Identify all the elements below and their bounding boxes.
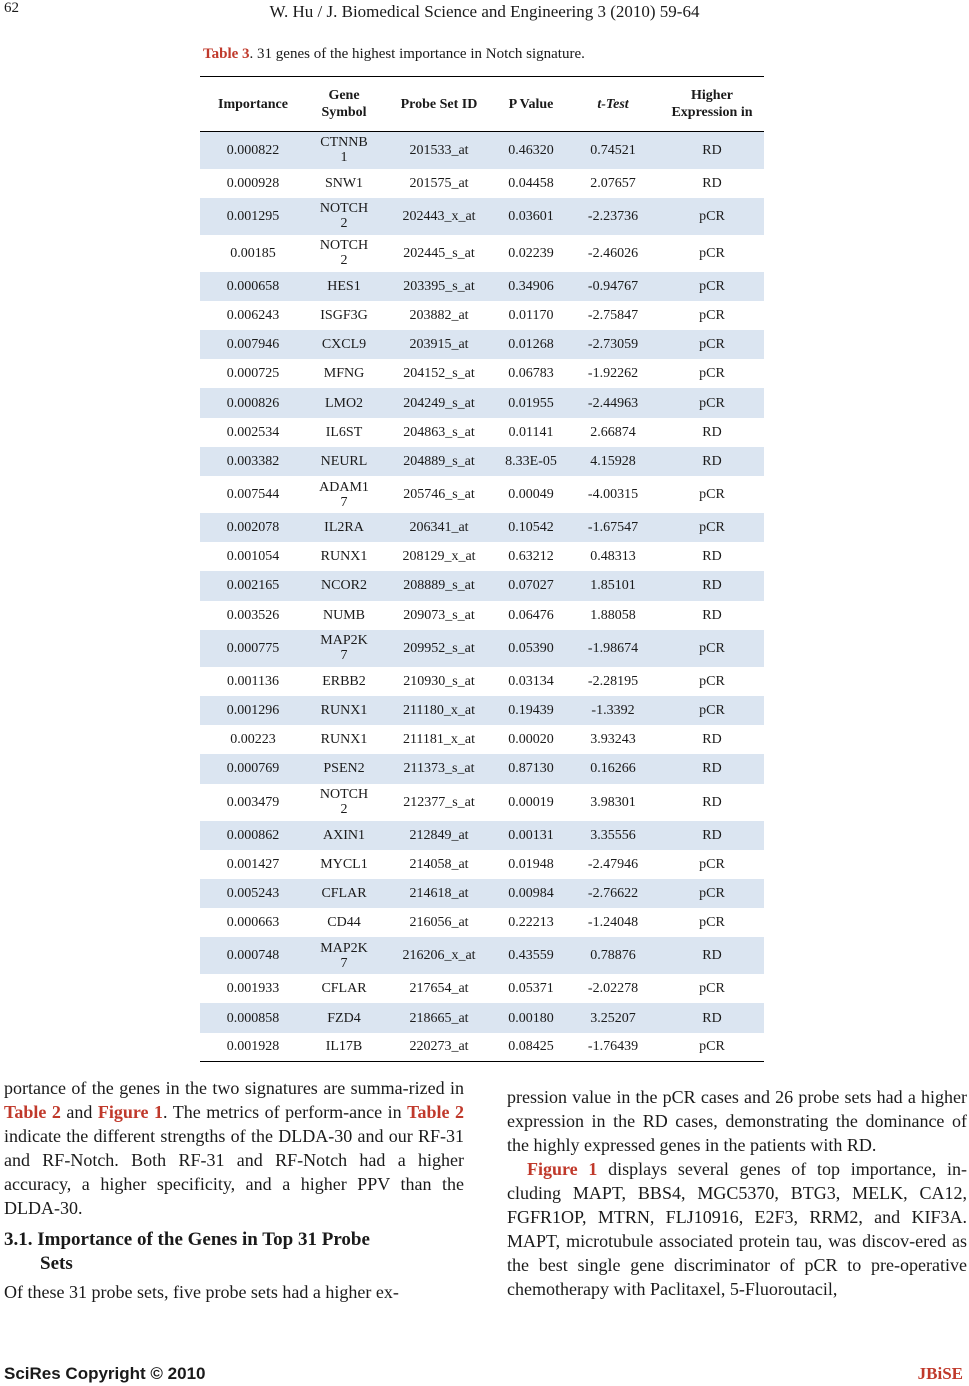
cell-gene-symbol: CFLAR — [321, 981, 367, 997]
header-gene-symbol: Gene Symbol — [306, 77, 382, 132]
cell-importance: 0.003479 — [226, 794, 280, 810]
cell-probe-set-id: 212849_at — [382, 821, 496, 850]
footer-journal: JBiSE — [917, 1364, 963, 1383]
cell-higher-expression: pCR — [699, 245, 725, 261]
table-header-row — [200, 77, 764, 132]
cell-higher-expression: RD — [660, 571, 764, 600]
cell-t-test: -2.47946 — [587, 856, 639, 872]
table-row — [200, 696, 764, 725]
cell-p-value: 0.01141 — [508, 424, 554, 440]
cell-p-value: 0.03134 — [508, 673, 554, 689]
table-row — [200, 418, 764, 447]
cell-probe-set-id: 210930_s_at — [403, 673, 475, 689]
cell-gene-symbol: NOTCH 2 — [319, 238, 369, 269]
table-row — [200, 974, 764, 1003]
table-row — [200, 1003, 764, 1032]
cell-p-value: 0.22213 — [508, 915, 554, 931]
cell-p-value: 0.34906 — [496, 272, 566, 301]
cell-higher-expression: RD — [660, 132, 764, 169]
cell-importance: 0.000658 — [200, 272, 306, 301]
cell-importance: 0.003382 — [200, 447, 306, 476]
cell-importance: 0.001427 — [226, 856, 280, 872]
table-row — [200, 725, 764, 754]
cell-p-value: 0.10542 — [496, 513, 566, 542]
table-row — [200, 850, 764, 879]
cell-probe-set-id: 204889_s_at — [382, 447, 496, 476]
cell-t-test: 4.15928 — [566, 447, 660, 476]
cell-p-value: 0.02239 — [508, 245, 554, 261]
text-run: indicate the different strengths of the DLDA-30 and our RF-31 and RF-Notch. Both RF-31 and RF-Notch had a higher accuracy, a higher specificity, and a higher PPV than the DLDA-30. — [4, 1126, 464, 1218]
cell-importance: 0.00185 — [230, 245, 276, 261]
cell-t-test: 0.16266 — [566, 754, 660, 783]
cell-p-value: 0.63212 — [508, 549, 554, 565]
cell-p-value: 0.04458 — [508, 175, 554, 191]
cell-p-value: 0.05390 — [496, 630, 566, 667]
cell-gene-symbol: IL6ST — [325, 424, 363, 440]
cell-higher-expression: pCR — [699, 673, 725, 689]
cell-t-test: -1.67547 — [566, 513, 660, 542]
table-row — [200, 601, 764, 630]
cell-importance: 0.00223 — [230, 732, 276, 748]
cell-higher-expression: RD — [660, 754, 764, 783]
cell-higher-expression: pCR — [699, 487, 725, 502]
cell-t-test: -2.46026 — [587, 245, 639, 261]
cell-gene-symbol: RUNX1 — [306, 696, 382, 725]
cell-p-value: 0.03601 — [496, 198, 566, 235]
cell-importance: 0.005243 — [200, 879, 306, 908]
cell-p-value: 0.06476 — [508, 607, 554, 623]
cell-p-value: 0.00020 — [508, 732, 554, 748]
table-row — [200, 330, 764, 359]
cell-higher-expression: RD — [702, 732, 722, 748]
cell-t-test: 0.48313 — [590, 549, 636, 565]
cell-p-value: 0.00019 — [508, 794, 554, 810]
cell-higher-expression: pCR — [699, 915, 725, 931]
cell-importance: 0.000858 — [200, 1003, 306, 1032]
cell-gene-symbol: CTNNB 1 — [306, 132, 382, 169]
cell-p-value: 0.00131 — [496, 821, 566, 850]
cell-importance: 0.002078 — [200, 513, 306, 542]
cell-gene-symbol: NEURL — [306, 447, 382, 476]
cell-higher-expression: RD — [702, 607, 722, 623]
cell-probe-set-id: 216206_x_at — [382, 937, 496, 974]
figure-1-link[interactable]: Figure 1 — [97, 1102, 164, 1122]
table-row — [200, 198, 764, 235]
header-p-value: P Value — [496, 77, 566, 132]
cell-t-test: -0.94767 — [566, 272, 660, 301]
table-row — [200, 301, 764, 330]
cell-higher-expression: pCR — [660, 272, 764, 301]
cell-importance: 0.001928 — [200, 1033, 306, 1062]
gene-importance-table — [200, 76, 764, 1062]
cell-higher-expression: pCR — [660, 696, 764, 725]
cell-p-value: 8.33E-05 — [496, 447, 566, 476]
cell-probe-set-id: 204152_s_at — [403, 366, 475, 382]
cell-gene-symbol: SNW1 — [324, 175, 364, 191]
cell-probe-set-id: 206341_at — [382, 513, 496, 542]
cell-gene-symbol: MAP2K 7 — [306, 937, 382, 974]
cell-probe-set-id: 203915_at — [382, 330, 496, 359]
cell-higher-expression: pCR — [699, 307, 725, 323]
cell-importance: 0.006243 — [226, 307, 280, 323]
cell-probe-set-id: 203882_at — [409, 307, 469, 323]
cell-probe-set-id: 201533_at — [382, 132, 496, 169]
header-t-test: t-Test — [566, 77, 660, 132]
cell-higher-expression: pCR — [699, 856, 725, 872]
cell-gene-symbol: PSEN2 — [306, 754, 382, 783]
cell-importance: 0.000663 — [226, 915, 280, 931]
text-run: displays several genes of top importance, in-cluding MAPT, BBS4, MGC5370, BTG3, MELK, CA12, FGFR1OP, MTRN, FLJ10916, E2F3, RRM2, and KIF3A. MAPT, microtubule associated protein tau, was discov-ered as the best single gene discriminator of pCR to pre-operative chemotherapy with Paclitaxel, 5-Fluoroutacil, — [507, 1159, 967, 1299]
table-caption-text: . 31 genes of the highest importance in Notch signature. — [249, 46, 585, 62]
cell-t-test: -1.24048 — [587, 915, 639, 931]
table-row — [200, 937, 764, 974]
cell-importance: 0.000725 — [226, 366, 280, 382]
cell-higher-expression: pCR — [699, 366, 725, 382]
cell-t-test: -1.3392 — [566, 696, 660, 725]
left-text-column — [4, 1076, 464, 1304]
cell-t-test: -1.98674 — [566, 630, 660, 667]
cell-probe-set-id: 212377_s_at — [403, 794, 475, 810]
cell-importance: 0.002534 — [226, 424, 280, 440]
cell-gene-symbol: MAP2K 7 — [306, 630, 382, 667]
cell-p-value: 0.46320 — [496, 132, 566, 169]
cell-p-value: 0.00049 — [508, 487, 554, 502]
running-head: W. Hu / J. Biomedical Science and Engineering 3 (2010) 59-64 — [269, 2, 700, 21]
cell-probe-set-id: 209952_s_at — [382, 630, 496, 667]
cell-importance: 0.001054 — [226, 549, 280, 565]
table-row — [200, 447, 764, 476]
cell-t-test: -1.76439 — [566, 1033, 660, 1062]
cell-probe-set-id: 211181_x_at — [402, 732, 476, 748]
cell-probe-set-id: 208889_s_at — [382, 571, 496, 600]
cell-probe-set-id: 214058_at — [409, 856, 469, 872]
table-row — [200, 235, 764, 272]
cell-gene-symbol: CD44 — [327, 915, 361, 931]
footer-copyright: SciRes Copyright © 2010 — [4, 1364, 206, 1383]
cell-probe-set-id: 202445_s_at — [403, 245, 475, 261]
cell-t-test: -4.00315 — [587, 487, 639, 502]
cell-probe-set-id: 220273_at — [382, 1033, 496, 1062]
cell-t-test: 1.88058 — [590, 607, 636, 623]
right-paragraph-1: pression value in the pCR cases and 26 probe sets had a higher expression in the RD cases, demonstrating the dominance of the highly expressed genes in the patients with RD. — [507, 1087, 967, 1155]
cell-higher-expression: pCR — [660, 630, 764, 667]
text-run: and — [60, 1102, 98, 1122]
table-row — [200, 667, 764, 696]
cell-probe-set-id: 205746_s_at — [403, 487, 475, 502]
table-row — [200, 571, 764, 600]
table-row — [200, 630, 764, 667]
table-row — [200, 388, 764, 417]
cell-t-test: -1.92262 — [587, 366, 639, 382]
cell-probe-set-id: 201575_at — [409, 175, 469, 191]
cell-gene-symbol: HES1 — [306, 272, 382, 301]
cell-importance: 0.007544 — [226, 487, 280, 502]
cell-p-value: 0.01955 — [496, 388, 566, 417]
cell-importance: 0.007946 — [200, 330, 306, 359]
table-row — [200, 476, 764, 513]
cell-gene-symbol: NOTCH 2 — [319, 787, 369, 817]
cell-t-test: -2.44963 — [566, 388, 660, 417]
cell-t-test: -2.23736 — [566, 198, 660, 235]
cell-importance: 0.001136 — [227, 673, 279, 689]
header-higher-expression: Higher Expression in — [660, 77, 764, 132]
cell-importance: 0.000769 — [200, 754, 306, 783]
text-run: portance of the genes in the two signatures are summa-rized in — [4, 1078, 464, 1098]
cell-t-test: 3.25207 — [566, 1003, 660, 1032]
table-caption-label: Table 3 — [203, 46, 250, 62]
cell-t-test: 3.98301 — [590, 794, 636, 810]
cell-importance: 0.003526 — [226, 607, 280, 623]
cell-probe-set-id: 216056_at — [409, 915, 469, 931]
cell-t-test: -2.75847 — [587, 307, 639, 323]
right-paragraph-2 — [507, 1157, 967, 1301]
cell-gene-symbol: ISGF3G — [320, 307, 368, 323]
table-row — [200, 513, 764, 542]
cell-p-value: 0.05371 — [508, 981, 554, 997]
cell-gene-symbol: LMO2 — [306, 388, 382, 417]
cell-probe-set-id: 214618_at — [382, 879, 496, 908]
cell-t-test: 0.74521 — [566, 132, 660, 169]
cell-gene-symbol: NCOR2 — [306, 571, 382, 600]
cell-t-test: -2.28195 — [587, 673, 639, 689]
table-row — [200, 169, 764, 198]
cell-t-test: 0.78876 — [566, 937, 660, 974]
cell-p-value: 0.06783 — [508, 366, 554, 382]
cell-importance: 0.000928 — [226, 175, 280, 191]
cell-p-value: 0.00984 — [496, 879, 566, 908]
cell-probe-set-id: 202443_x_at — [382, 198, 496, 235]
table-row — [200, 908, 764, 937]
cell-gene-symbol: CXCL9 — [306, 330, 382, 359]
cell-probe-set-id: 209073_s_at — [403, 607, 475, 623]
cell-p-value: 0.00180 — [496, 1003, 566, 1032]
cell-importance: 0.002165 — [200, 571, 306, 600]
cell-probe-set-id: 203395_s_at — [382, 272, 496, 301]
cell-t-test: 3.35556 — [566, 821, 660, 850]
header-importance: Importance — [200, 77, 306, 132]
cell-probe-set-id: 217654_at — [409, 981, 469, 997]
cell-higher-expression: pCR — [699, 981, 725, 997]
cell-p-value: 0.08425 — [496, 1033, 566, 1062]
table-row — [200, 542, 764, 571]
cell-higher-expression: RD — [660, 447, 764, 476]
cell-higher-expression: RD — [702, 549, 722, 565]
right-text-column — [507, 1085, 967, 1301]
table-2-link[interactable]: Table 2 — [407, 1102, 464, 1122]
table-row — [200, 784, 764, 821]
cell-t-test: 2.66874 — [590, 424, 636, 440]
cell-higher-expression: pCR — [660, 879, 764, 908]
table-row — [200, 879, 764, 908]
cell-gene-symbol: IL2RA — [306, 513, 382, 542]
cell-importance: 0.000748 — [200, 937, 306, 974]
left-paragraph-2: Of these 31 probe sets, five probe sets had a higher ex- — [4, 1282, 399, 1302]
cell-probe-set-id: 218665_at — [382, 1003, 496, 1032]
figure-1-link[interactable]: Figure 1 — [527, 1159, 598, 1179]
cell-gene-symbol: CFLAR — [306, 879, 382, 908]
cell-probe-set-id: 211373_s_at — [382, 754, 496, 783]
cell-p-value: 0.87130 — [496, 754, 566, 783]
cell-gene-symbol: ADAM1 7 — [319, 479, 369, 510]
cell-higher-expression: pCR — [660, 388, 764, 417]
cell-p-value: 0.01948 — [508, 856, 554, 872]
section-heading — [4, 1228, 464, 1276]
cell-gene-symbol: MYCL1 — [320, 856, 368, 872]
cell-p-value: 0.07027 — [496, 571, 566, 600]
cell-higher-expression: RD — [702, 794, 722, 810]
cell-probe-set-id: 211180_x_at — [382, 696, 496, 725]
cell-importance: 0.000775 — [200, 630, 306, 667]
cell-importance: 0.001296 — [200, 696, 306, 725]
cell-importance: 0.001295 — [200, 198, 306, 235]
cell-t-test: 1.85101 — [566, 571, 660, 600]
cell-higher-expression: RD — [660, 821, 764, 850]
cell-higher-expression: pCR — [660, 513, 764, 542]
table-row — [200, 754, 764, 783]
table-row — [200, 1033, 764, 1062]
table-row — [200, 359, 764, 388]
left-paragraph-1 — [4, 1076, 464, 1220]
cell-t-test: -2.02278 — [587, 981, 639, 997]
table-row — [200, 821, 764, 850]
section-heading-line-1: 3.1. Importance of the Genes in Top 31 Probe — [4, 1229, 370, 1250]
cell-higher-expression: RD — [702, 175, 722, 191]
cell-t-test: -2.76622 — [566, 879, 660, 908]
cell-t-test: -2.73059 — [566, 330, 660, 359]
header-probe-set-id: Probe Set ID — [382, 77, 496, 132]
text-run: . The metrics of perform-ance in — [163, 1102, 408, 1122]
cell-p-value: 0.43559 — [496, 937, 566, 974]
cell-importance: 0.000822 — [200, 132, 306, 169]
cell-higher-expression: RD — [702, 424, 722, 440]
cell-higher-expression: pCR — [660, 198, 764, 235]
table-row — [200, 272, 764, 301]
table-2-link[interactable]: Table 2 — [4, 1102, 61, 1122]
cell-probe-set-id: 204249_s_at — [382, 388, 496, 417]
cell-higher-expression: pCR — [660, 1033, 764, 1062]
cell-p-value: 0.01268 — [496, 330, 566, 359]
section-heading-line-2: Sets — [40, 1253, 73, 1274]
cell-t-test: 2.07657 — [590, 175, 636, 191]
cell-t-test: 3.93243 — [590, 732, 636, 748]
cell-gene-symbol: MFNG — [323, 366, 365, 382]
page-number: 62 — [4, 0, 19, 16]
cell-gene-symbol: RUNX1 — [320, 732, 368, 748]
cell-importance: 0.001933 — [226, 981, 280, 997]
cell-importance: 0.000826 — [200, 388, 306, 417]
cell-p-value: 0.01170 — [508, 307, 554, 323]
cell-gene-symbol: NOTCH 2 — [306, 198, 382, 235]
cell-higher-expression: RD — [660, 1003, 764, 1032]
cell-gene-symbol: IL17B — [306, 1033, 382, 1062]
table-row — [200, 132, 764, 169]
cell-probe-set-id: 204863_s_at — [403, 424, 475, 440]
cell-gene-symbol: FZD4 — [306, 1003, 382, 1032]
cell-gene-symbol: AXIN1 — [306, 821, 382, 850]
table-caption — [203, 46, 585, 63]
cell-gene-symbol: ERBB2 — [322, 673, 366, 689]
cell-higher-expression: RD — [660, 937, 764, 974]
cell-p-value: 0.19439 — [496, 696, 566, 725]
cell-importance: 0.000862 — [200, 821, 306, 850]
cell-gene-symbol: NUMB — [322, 607, 365, 623]
cell-gene-symbol: RUNX1 — [320, 549, 368, 565]
cell-probe-set-id: 208129_x_at — [402, 549, 476, 565]
cell-higher-expression: pCR — [660, 330, 764, 359]
